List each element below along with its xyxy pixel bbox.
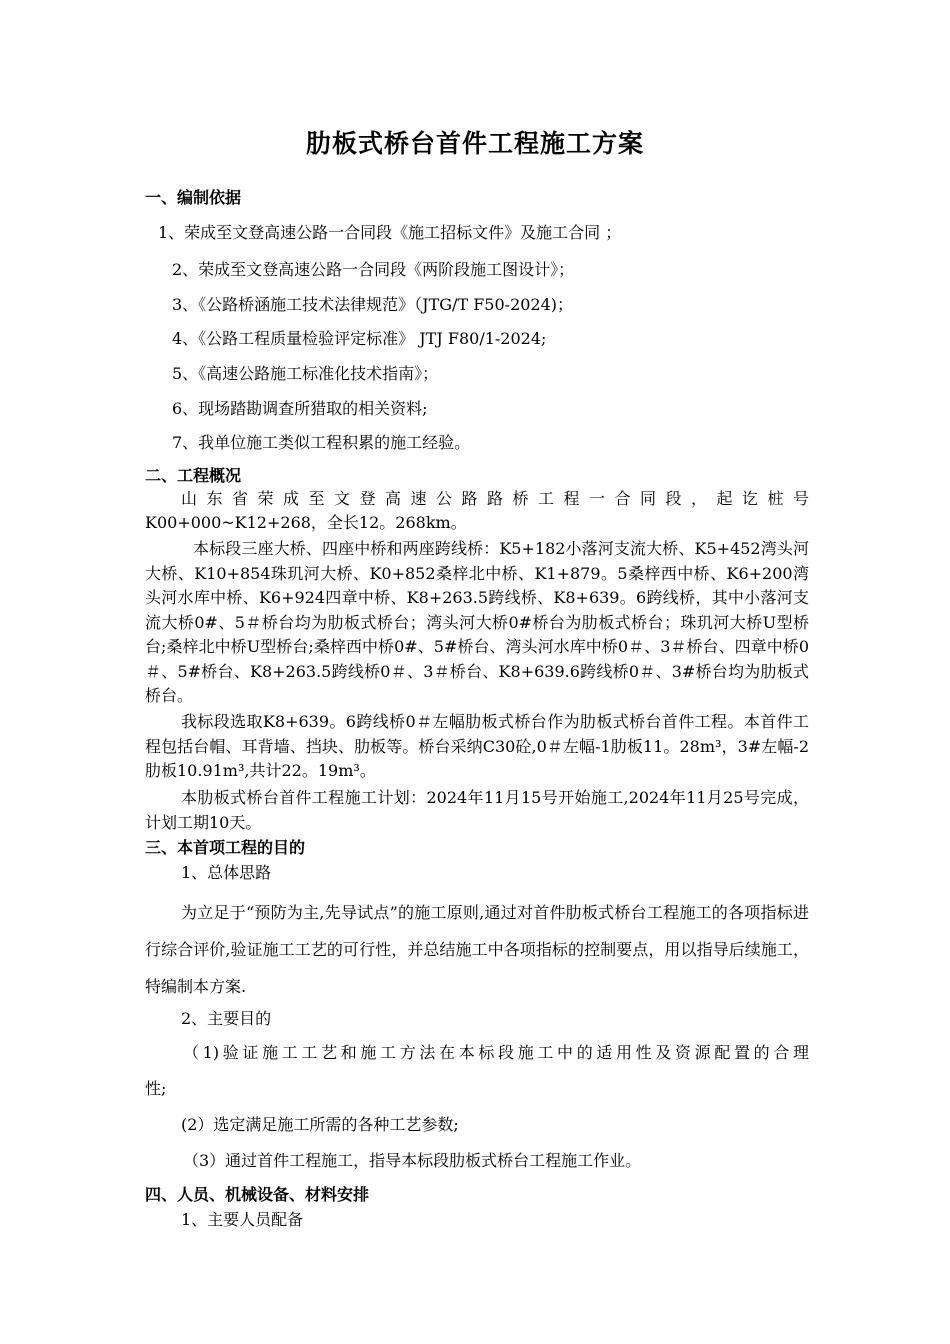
overview-paragraph-3: 我标段选取K8+639。6跨线桥0＃左幅肋板式桥台作为肋板式桥台首件工程。本首件工程包括台帽、耳背墙、挡块、肋板等。桥台采纳C30砼,0＃左幅-1肋板11。28m³，3#左幅-2肋板10.91m³,共计22。19m³。 xyxy=(145,712,809,780)
purpose-aim-1-line-1: （1)验证施工工艺和施工方法在本标段施工中的适用性及资源配置的合理 xyxy=(183,1043,809,1062)
purpose-aim-3: （3）通过首件工程施工，指导本标段肋板式桥台工程施工作业。 xyxy=(183,1151,642,1170)
overview-paragraph-1-line-2: K00+000~K12+268，全长12。268km。 xyxy=(145,513,467,532)
basis-item-6: 6、现场踏勘调查所猎取的相关资料; xyxy=(172,399,428,418)
section-heading-overview: 二、工程概况 xyxy=(145,466,242,485)
basis-item-5: 5、《高速公路施工标准化技术指南》； xyxy=(172,364,439,383)
purpose-aim-1-line-2: 性; xyxy=(145,1079,167,1098)
overview-paragraph-4: 本肋板式桥台首件工程施工计划：2024年11月15号开始施工,2024年11月25号完成，计划工期10天。 xyxy=(145,788,809,832)
purpose-sub-heading-2: 2、主要目的 xyxy=(181,1009,272,1028)
overview-paragraph-2: 本标段三座大桥、四座中桥和两座跨线桥：K5+182小落河支流大桥、K5+452湾头河大桥、K10+854珠玑河大桥、K0+852桑梓北中桥、K1+879。5桑梓西中桥、K6+200湾头河水库中桥、K6+924四章中桥、K8+263.5跨线桥、K8+639。6跨线桥，其中小落河支流大桥0#、5＃桥台均为肋板式桥台；湾头河大桥0#桥台为肋板式桥台；珠玑河大桥U型桥台;桑梓北中桥U型桥台;桑梓西中桥0#、5#桥台、湾头河水库中桥0＃、3＃桥台、四章中桥0＃、5#桥台、K8+263.5跨线桥0＃、3＃桥台、K8+639.6跨线桥0＃、3#桥台均为肋板式桥台。 xyxy=(145,539,809,705)
purpose-aim-2: (2）选定满足施工所需的各种工艺参数; xyxy=(181,1115,459,1134)
overview-paragraph-1-line-1: 山东省荣成至文登高速公路路桥工程一合同段，起讫桩号 xyxy=(181,489,809,508)
section-heading-basis: 一、编制依据 xyxy=(145,188,242,207)
section-heading-purpose: 三、本首项工程的目的 xyxy=(145,838,306,857)
basis-item-3: 3、《公路桥涵施工技术法律规范》（JTG/T F50-2024)； xyxy=(172,295,574,314)
document-title: 肋板式桥台首件工程施工方案 xyxy=(305,129,644,158)
purpose-general-idea-text: 为立足于“预防为主,先导试点”的施工原则,通过对首件肋板式桥台工程施工的各项指标进行综合评价,验证施工工艺的可行性，并总结施工中各项指标的控制要点，用以指导后续施工，特编制本方案. xyxy=(145,903,809,996)
basis-item-7: 7、我单位施工类似工程积累的施工经验。 xyxy=(172,433,471,452)
resources-sub-heading-1: 1、主要人员配备 xyxy=(181,1210,304,1229)
basis-item-4: 4、《公路工程质量检验评定标准》 JTJ F80/1-2024; xyxy=(172,329,547,348)
basis-item-2: 2、荣成至文登高速公路一合同段《两阶段施工图设计》； xyxy=(172,260,575,279)
section-heading-resources: 四、人员、机械设备、材料安排 xyxy=(145,1185,370,1204)
purpose-sub-heading-1: 1、总体思路 xyxy=(181,863,272,882)
basis-item-1: 1、荣成至文登高速公路一合同段《施工招标文件》及施工合同 ； xyxy=(158,223,622,242)
